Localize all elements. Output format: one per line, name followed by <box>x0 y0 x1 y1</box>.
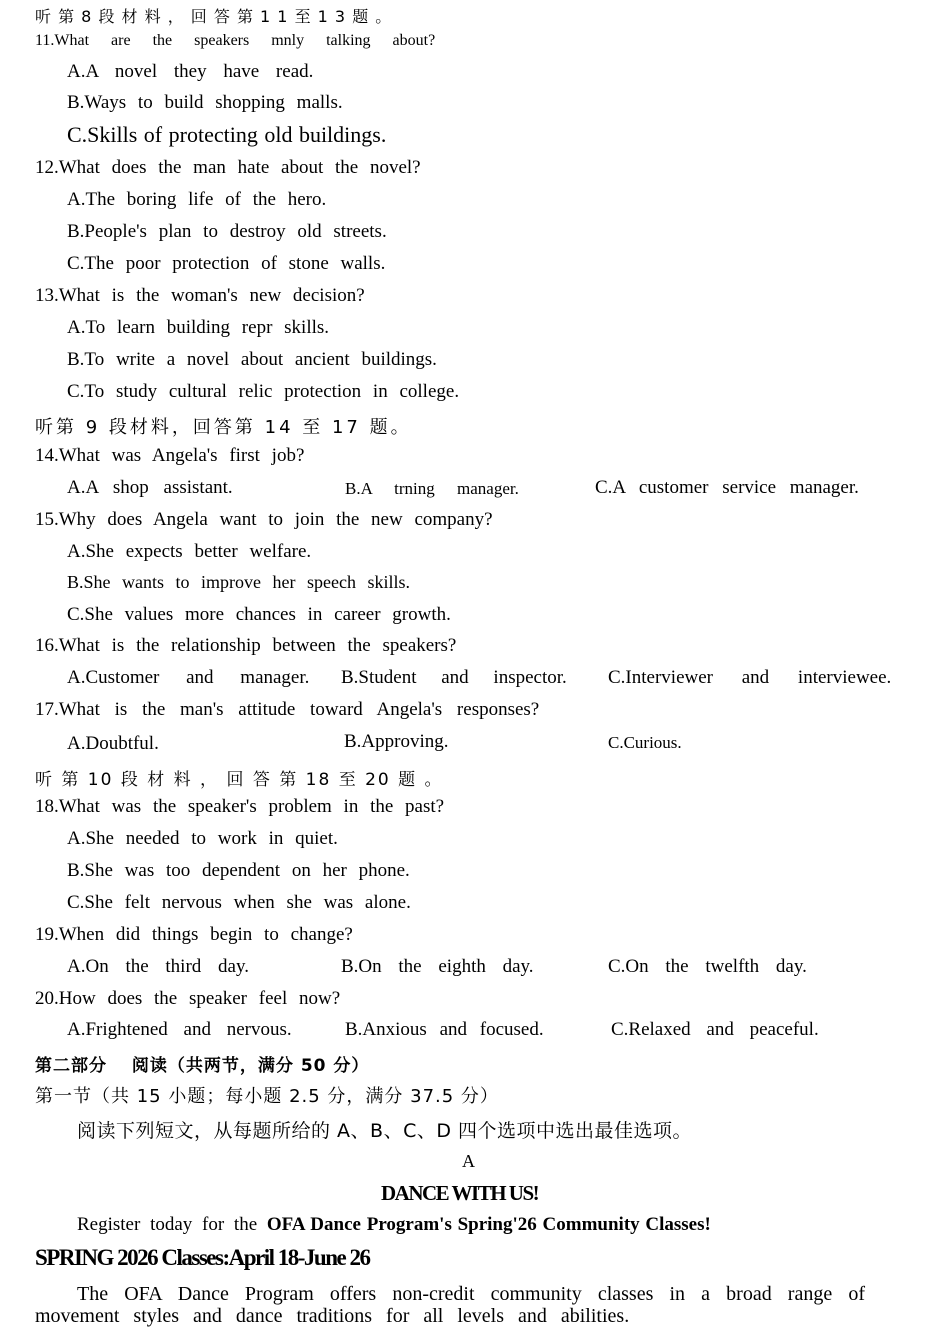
section-one-heading: 第一节（共 15 小题；每小题 2.5 分，满分 37.5 分） <box>35 1086 499 1107</box>
question-12-option-b: B.People's plan to destroy old streets. <box>67 221 387 242</box>
question-20-option-c: C.Relaxed and peaceful. <box>611 1019 819 1040</box>
question-12-option-a: A.The boring life of the hero. <box>67 189 327 210</box>
question-20-option-b: B.Anxious and focused. <box>345 1019 544 1040</box>
question-15-option-a: A.She expects better welfare. <box>67 541 312 562</box>
question-13-stem: 13.What is the woman's new decision? <box>35 285 365 306</box>
question-19-option-a: A.On the third day. <box>67 956 249 977</box>
section-10-heading: 听 第 10 段 材 料 ， 回 答 第 18 至 20 题 。 <box>35 770 444 790</box>
question-17-option-b: B.Approving. <box>344 731 449 752</box>
section-9-heading: 听第 9 段材料，回答第 14 至 17 题。 <box>35 417 412 438</box>
register-line <box>77 1214 711 1236</box>
register-prefix: Register today for the <box>77 1214 267 1235</box>
question-13-option-a: A.To learn building repr skills. <box>67 317 330 338</box>
question-11-stem: 11.What are the speakers mnly talking about? <box>35 32 436 49</box>
question-11-option-a: A.A novel they have read. <box>67 61 314 82</box>
question-13-option-c: C.To study cultural relic protection in college. <box>67 381 460 402</box>
question-14-stem: 14.What was Angela's first job? <box>35 445 305 466</box>
register-program: OFA Dance Program's Spring'26 Community Classes! <box>266 1214 711 1235</box>
passage-title: DANCE WITH US! <box>381 1181 539 1205</box>
section-8-heading: 听 第 8 段 材 料 ， 回 答 第 1 1 至 1 3 题 。 <box>35 7 393 26</box>
question-19-option-c: C.On the twelfth day. <box>608 956 807 977</box>
question-18-option-a: A.She needed to work in quiet. <box>67 828 338 849</box>
question-15-stem: 15.Why does Angela want to join the new company? <box>35 509 493 530</box>
passage-letter: A <box>462 1151 475 1171</box>
question-16-option-b: B.Student and inspector. <box>341 667 567 688</box>
question-14-option-b: B.A trning manager. <box>345 479 519 498</box>
question-15-option-b: B.She wants to improve her speech skills. <box>67 572 410 592</box>
passage-paragraph-1: The OFA Dance Program offers non-credit community classes in a broad range of movement styles and dance traditions for all levels and abilities. <box>35 1283 865 1327</box>
question-20-stem: 20.How does the speaker feel now? <box>35 988 341 1009</box>
question-16-option-c: C.Interviewer and interviewee. <box>608 667 892 688</box>
question-11-option-c: C.Skills of protecting old buildings. <box>67 122 387 147</box>
question-17-stem: 17.What is the man's attitude toward Angela's responses? <box>35 699 540 720</box>
question-18-stem: 18.What was the speaker's problem in the past? <box>35 796 445 817</box>
question-18-option-b: B.She was too dependent on her phone. <box>67 860 410 881</box>
question-17-option-a: A.Doubtful. <box>67 733 159 754</box>
question-13-option-b: B.To write a novel about ancient buildings. <box>67 349 437 370</box>
question-17-option-c: C.Curious. <box>608 733 682 752</box>
classes-dates: SPRING 2026 Classes:April 18-June 26 <box>35 1245 370 1270</box>
question-14-option-c: C.A customer service manager. <box>595 477 859 498</box>
question-16-stem: 16.What is the relationship between the speakers? <box>35 635 457 656</box>
reading-instruction: 阅读下列短文，从每题所给的 A、B、C、D 四个选项中选出最佳选项。 <box>77 1120 693 1142</box>
question-19-option-b: B.On the eighth day. <box>341 956 534 977</box>
question-15-option-c: C.She values more chances in career growth. <box>67 604 451 625</box>
question-12-stem: 12.What does the man hate about the novel? <box>35 157 421 178</box>
question-14-option-a: A.A shop assistant. <box>67 477 233 498</box>
question-16-option-a: A.Customer and manager. <box>67 667 310 688</box>
question-11-option-b: B.Ways to build shopping malls. <box>67 92 343 113</box>
question-12-option-c: C.The poor protection of stone walls. <box>67 253 386 274</box>
question-19-stem: 19.When did things begin to change? <box>35 924 353 945</box>
question-20-option-a: A.Frightened and nervous. <box>67 1019 292 1040</box>
question-18-option-c: C.She felt nervous when she was alone. <box>67 892 411 913</box>
part-two-heading: 第二部分 阅读（共两节，满分 50 分） <box>35 1056 370 1076</box>
